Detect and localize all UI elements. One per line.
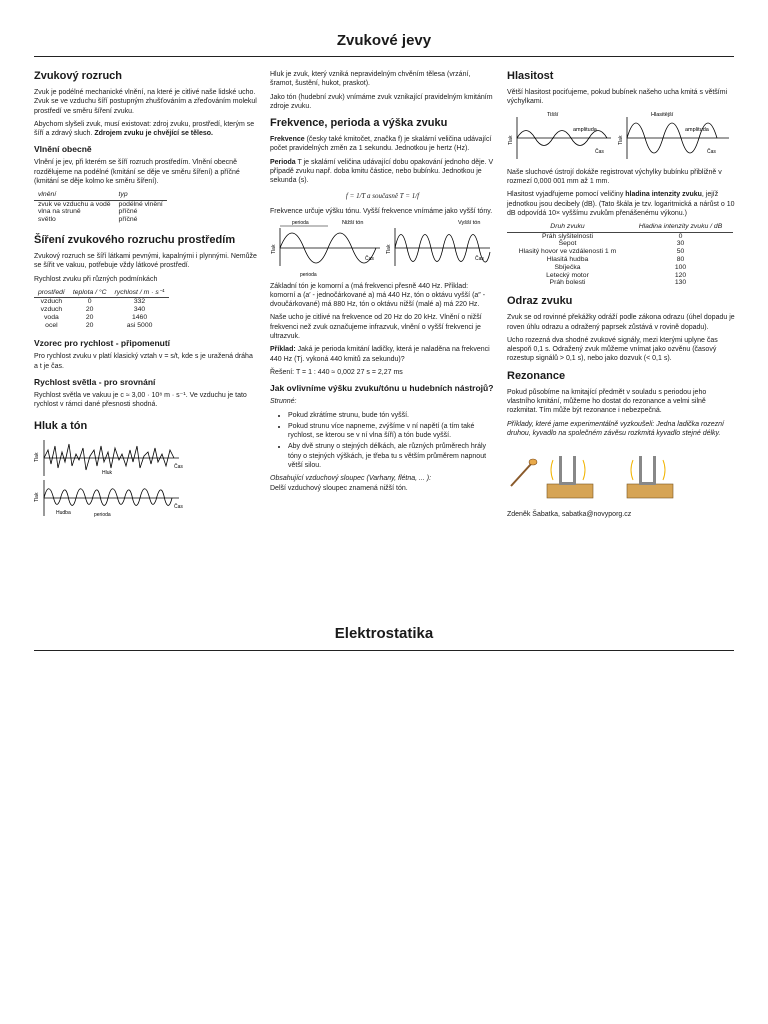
paragraph: Ucho rozezná dva shodné zvukové signály, mezi kterými uplyne čas alespoň 0,1 s. Odražený zvuk můžeme vnímat jako ozvěnu (časový rozestup signálů > 0,1 s), nebo jako dozvuk (< 0,1 s).	[507, 336, 718, 363]
paragraph: Naše ucho je citlivé na frekvence od 20 Hz do 20 kHz. Vlnění o nižší frekvenci než zvuk označujeme infrazvuk, vlnění o vyšší frekvenci je ultrazvuk.	[270, 314, 482, 341]
zvuk-column-2	[270, 70, 495, 497]
paragraph: Rychlost světla ve vakuu je c ≈ 3,00 · 10⁸ m · s⁻¹. Ve vzduchu je tato rychlost v rámci dané přesnosti shodná.	[34, 392, 247, 409]
axis-label: Čas	[174, 463, 183, 470]
paragraph: Zvuk je podélné mechanické vlnění, na které je citlivé naše lidské ucho. Zvuk se ve vzduchu šíří postupným zhušťováním a zřeďováním molekul prostředí ve směru šíření zvuku.	[34, 89, 257, 115]
label-perioda: perioda	[94, 511, 111, 518]
axis-label: Čas	[475, 256, 484, 263]
axis-label: Čas	[595, 148, 604, 155]
paragraph: Hlasitost vyjadřujeme pomocí veličiny hladina intenzity zvuku, jejíž jednotkou jsou decibely (dB). (Tato škála je tzv. logaritmická a nárůst o 10 dB odpovídá 10× vyššímu zvukům přenášenému výkonu.)	[507, 191, 735, 218]
axis-label: Tlak	[508, 135, 514, 145]
title-rule	[34, 56, 734, 57]
axis-label: Čas	[365, 256, 374, 263]
paragraph: Vlnění je jev, při kterém se šíří rozruch prostředím. Vlnění obecně rozdělujeme na podélné (kmitání se děje ve směru šíření) a příčné (kmitání se děje kolmo ke směru šíření).	[34, 159, 240, 186]
zvuk-column-1	[34, 64, 258, 521]
heading-hlasitost: Hlasitost	[507, 70, 554, 82]
zvuk-column-3	[507, 64, 735, 523]
label-vyssi-ton: Vyšší tón	[458, 220, 481, 227]
axis-label: Čas	[707, 148, 716, 155]
ladicky-illustration	[507, 442, 735, 502]
list-item: • Aby dvě struny o stejných délkách, ale různých průměrech hrály tóny o stejných výškách, je třeba tu s větším průměrem napnout větší silou.	[288, 442, 495, 470]
hlasitost-diagram	[507, 111, 735, 165]
table-rychlost-zvuku: prostředí teplota / °C rychlost / m · s⁻¹ vzduch 0 332 vzduch 20 340 voda 20 1460 ocel 20 asi 5000	[34, 288, 169, 329]
label-perioda: perioda	[300, 272, 317, 279]
heading-zvukovy-rozruch: Zvukový rozruch	[34, 70, 123, 82]
axis-label: Čas	[174, 503, 183, 510]
paragraph: Frekvence určuje výšku tónu. Vyšší frekvence vnímáme jako vyšší tóny.	[270, 207, 493, 215]
hluk-ton-diagram	[34, 438, 234, 518]
label-amplituda: amplituda	[685, 126, 709, 133]
list-item: • Pokud zkrátíme strunu, bude tón vyšší.	[288, 411, 495, 420]
paragraph: Frekvence (česky také kmitočet, značka f) je skalární veličina udávající počet pravidelných změn za 1 sekundu. Jednotkou je hertz (Hz).	[270, 136, 492, 153]
list-item: • Pokud strunu více napneme, zvýšíme v ní napětí (a tím také rychlost, se kterou se v ní vlna šíří) a tón bude vyšší.	[288, 422, 495, 441]
paragraph: Příklady, které jame experimentálně vyzkoušeli: Jedna ladička rozezní druhou, kyvadlo na společném závěsu rozkmitá kyvadlo stejné délky.	[507, 420, 724, 437]
paragraph: Pokud působíme na kmitající předmět v souladu s periodou jeho vlastního kmitání, můžeme ho dostat do rezonance a velmi silně rozkmitat. Tím může být rezonance i nebezpečná.	[507, 388, 707, 415]
heading-hluk-a-ton: Hluk a tón	[34, 419, 88, 432]
axis-label: Tlak	[618, 135, 624, 145]
paragraph: Zvuk se od rovinné překážky odráží podle zákona odrazu (úhel dopadu je roven úhlu odrazu a odražený paprsek zůstává v rovině dopadu).	[507, 314, 735, 331]
label-perioda: perioda	[292, 220, 309, 227]
label-hlasitejsi: Hlasitější	[651, 111, 674, 118]
heading-odraz: Odraz zvuku	[507, 295, 573, 308]
author: Zdeněk Šabatka, sabatka@novyporg.cz	[507, 510, 632, 518]
paragraph: Základní tón je komorní a (má frekvenci přesně 440 Hz. Příklad: komorní a (a′ - jednočárkované a) má 440 Hz, tón o oktávu vyšší (a″ - dvoučárkované) má 880 Hz, tón o oktávu nižší (malé a) má 220 Hz.	[270, 282, 486, 309]
axis-label: Tlak	[386, 244, 392, 255]
paragraph: Naše sluchové ústrojí dokáže registrovat výchylky bubínku přibližně v rozmezí 0,000 001 mm až 1 mm.	[507, 168, 722, 186]
paragraph: Delší vzduchový sloupec znamená nižší tón.	[270, 484, 408, 492]
label-hluk: Hluk	[102, 469, 113, 476]
label-tissi: Tišší	[547, 111, 559, 118]
table-hladina-intenzity: Druh zvuku Hladina intenzity zvuku / dB Práh slyšitelnosti 0 Šepot 30 Hlasitý hovor ve vzdálenosti 1 m 50 Hlasitá hudba 80 Sbíječka 100 Letecký motor 120 Práh bolesti 130	[507, 222, 733, 287]
list-strunne	[270, 411, 495, 471]
paragraph: Perioda T je skalární veličina udávající dobu opakování jednoho děje. V případě zvuku např. doba kmitu částice, nebo bubínku. Jednotkou je sekunda (s).	[270, 158, 494, 185]
label-nizsi-ton: Nižší tón	[342, 220, 364, 227]
page-title-elektrostatika: Elektrostatika	[334, 625, 434, 642]
title-rule	[34, 650, 734, 651]
paragraph: Řešení: T = 1 : 440 ≈ 0,002 27 s = 2,27 ms	[270, 368, 403, 376]
paragraph: Větší hlasitost pociťujeme, pokud bubínek našeho ucha kmitá s většími výchylkami.	[507, 89, 728, 106]
paragraph: Hluk je zvuk, který vzniká nepravidelným chvěním tělesa (vrzání, šramot, šustění, hukot, praskot).	[270, 71, 471, 88]
axis-label: Tlak	[34, 452, 40, 462]
heading-rychlost-svetla: Rychlost světla - pro srovnání	[34, 377, 156, 388]
axis-label: Tlak	[34, 492, 40, 502]
label-strunne: Strunné:	[270, 398, 297, 406]
heading-rezonance: Rezonance	[507, 369, 566, 382]
paragraph: Obsahující vzduchový sloupec (Varhany, flétna, ... ):	[270, 475, 432, 483]
paragraph: Rychlost zvuku při různých podmínkách	[34, 275, 158, 283]
label-amplituda: amplituda	[573, 126, 597, 133]
formula-f-t: f = 1/T a současně T = 1/f	[345, 191, 420, 200]
paragraph: Příklad: Jaká je perioda kmitání ladičky, která je naladěna na frekvenci 440 Hz (Tj. vykoná 440 kmitů za sekundu)?	[270, 346, 490, 363]
nizsi-vyssi-ton-diagram	[270, 220, 495, 278]
paragraph: Zvukový rozruch se šíří látkami pevnými, kapalnými i plynnými. Nemůže se šířit ve vakuu, potřebuje vždy látkové prostředí.	[34, 253, 257, 270]
table-vlneni: vlnění typ zvuk ve vzduchu a vodě podélné vlnění vlna na struně příčné světlo příčné	[34, 190, 167, 224]
label-hudba: Hudba	[56, 509, 71, 516]
heading-vlneni-obecne: Vlnění obecně	[34, 144, 92, 155]
paragraph: Jako tón (hudební zvuk) vnímáme zvuk vznikající pravidelným kmitáním zdroje zvuku.	[270, 93, 493, 110]
paragraph: Pro rychlost zvuku v platí klasický vztah v = s/t, kde s je uražená dráha a t je čas.	[34, 353, 253, 370]
page-title-zvukove-jevy: Zvukové jevy	[336, 32, 432, 49]
paragraph: Abychom slyšeli zvuk, musí existovat: zdroj zvuku, prostředí, kterým se šíří a zdravý sluch. Zdrojem zvuku je chvějící se těleso.	[34, 120, 255, 138]
heading-vzorec: Vzorec pro rychlost - připomenutí	[34, 338, 171, 349]
axis-label: Tlak	[271, 244, 277, 255]
heading-frekvence: Frekvence, perioda a výška zvuku	[270, 117, 448, 130]
heading-sireni: Šíření zvukového rozruchu prostředím	[34, 234, 236, 247]
heading-ovlivnime: Jak ovlivníme výšku zvuku/tónu u hudebních nástrojů?	[270, 383, 494, 394]
